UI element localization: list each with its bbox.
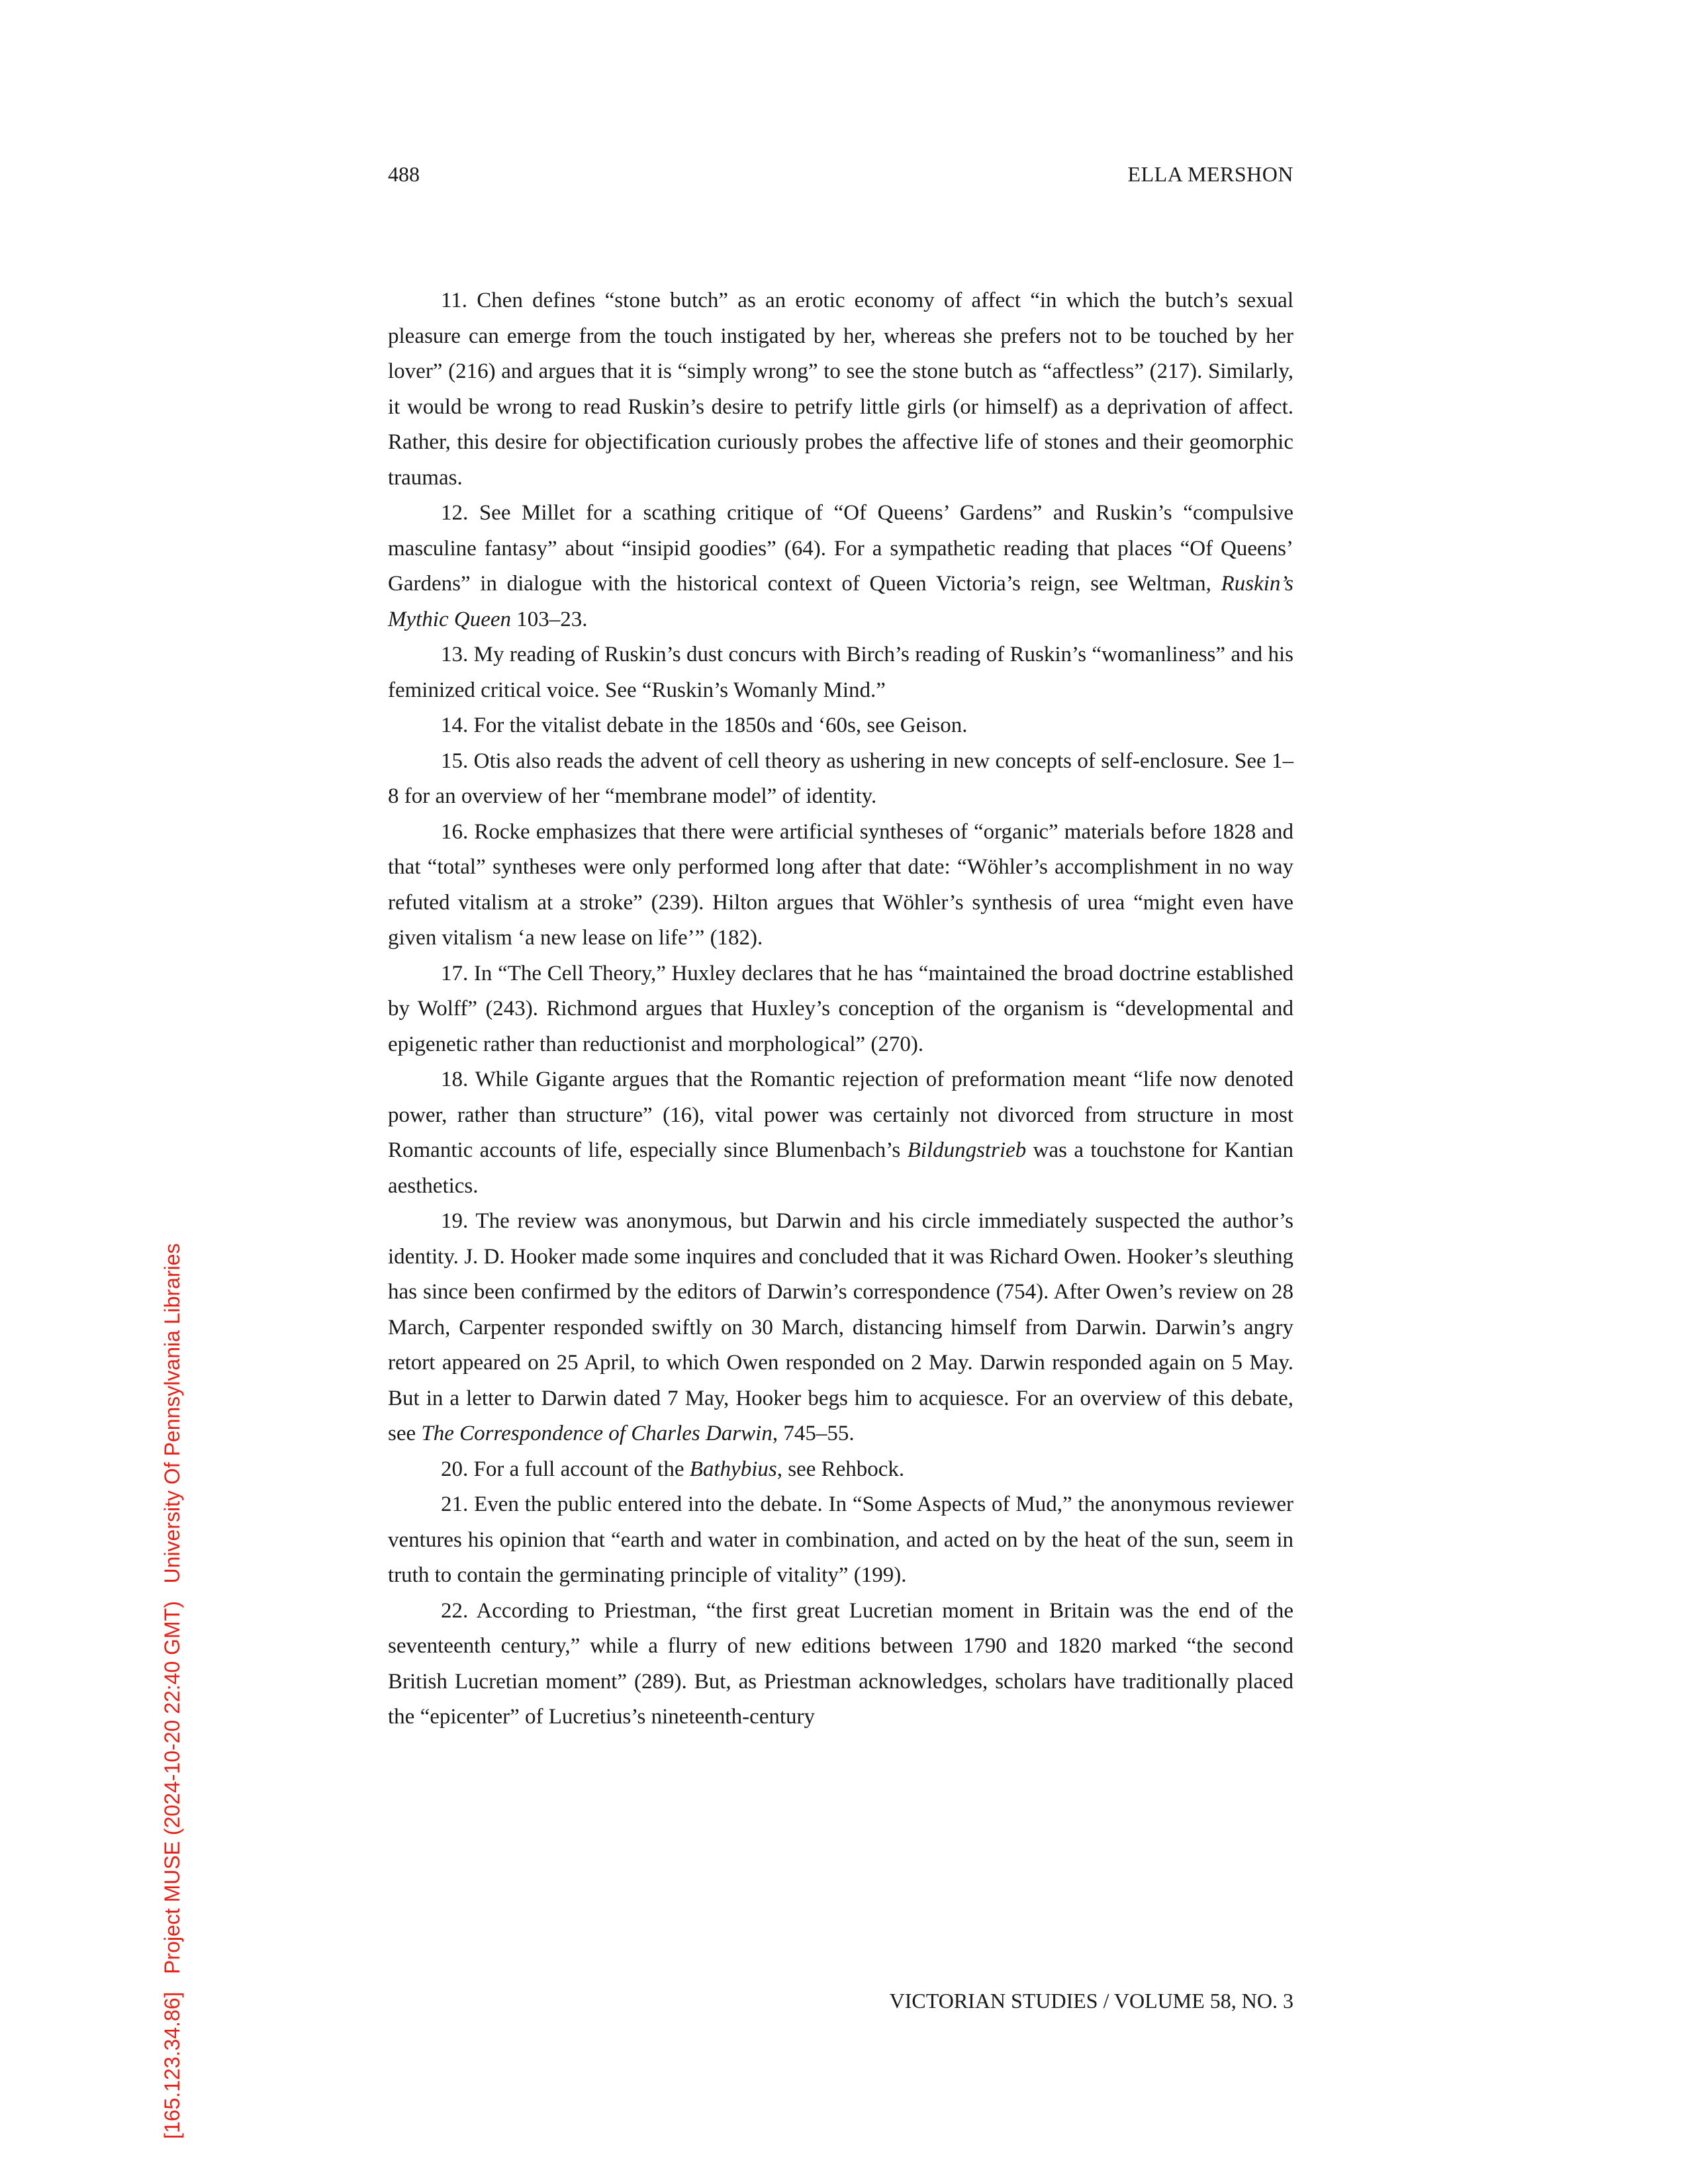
endnote-italic-title: Bildungstrieb [907, 1138, 1027, 1162]
endnote-text: 20. For a full account of the [441, 1457, 690, 1481]
endnote [388, 708, 1293, 744]
endnote-text: 13. My reading of Ruskin’s dust concurs with Birch’s reading of Ruskin’s “womanliness” and his feminized critical voice. See “Ruskin’s Womanly Mind.” [388, 643, 1293, 702]
endnote-italic-title: Ruskin’s Mythic Queen [388, 572, 1293, 631]
endnote [388, 1594, 1293, 1735]
endnote-text: 11. Chen defines “stone butch” as an erotic economy of affect “in which the butch’s sexual pleasure can emerge from the touch instigated by her, whereas she prefers not to be touched by her lover” (216) and argues that it is “simply wrong” to see the stone butch as “affectless” (217). Similarly, it would be wrong to read Ruskin’s desire to petrify little girls (or himself) as a deprivation of affect. Rather, this desire for objectification curiously probes the affective life of stones and their geomorphic traumas. [388, 289, 1293, 490]
endnote [388, 956, 1293, 1063]
endnote-italic-title: Bathybius [689, 1457, 777, 1481]
endnote-italic-title: The Correspondence of Charles Darwin [421, 1422, 773, 1445]
endnote-text: 17. In “The Cell Theory,” Huxley declares that he has “maintained the broad doctrine established by Wolff” (243). Richmond argues that Huxley’s conception of the organism is “developmental and epigenetic rather than reductionist and morphological” (270). [388, 961, 1293, 1056]
endnote-text: 21. Even the public entered into the debate. In “Some Aspects of Mud,” the anonymous reviewer ventures his opinion that “earth and water in combination, and acted on by the heat of the sun, seem in truth to contain the germinating principle of vitality” (199). [388, 1492, 1293, 1587]
endnote-text: 22. According to Priestman, “the first great Lucretian moment in Britain was the end of the seventeenth century,” while a flurry of new editions between 1790 and 1820 marked “the second British Lucretian moment” (289). But, as Priestman acknowledges, scholars have traditionally placed the “epicenter” of Lucretius’s nineteenth-century [388, 1598, 1293, 1729]
endnote [388, 1487, 1293, 1594]
endnote [388, 744, 1293, 815]
endnote-text: , 745–55. [772, 1422, 855, 1445]
endnote-text: 15. Otis also reads the advent of cell theory as ushering in new concepts of self-enclosure. See 1–8 for an overview of her “membrane model” of identity. [388, 749, 1293, 808]
endnote [388, 283, 1293, 496]
running-author: ELLA MERSHON [1127, 162, 1293, 186]
endnote [388, 1062, 1293, 1204]
endnotes-body [388, 283, 1293, 1735]
endnote [388, 1452, 1293, 1488]
endnote [388, 637, 1293, 708]
endnote [388, 815, 1293, 956]
running-footer: VICTORIAN STUDIES / VOLUME 58, NO. 3 [889, 1989, 1293, 2013]
endnote-text: 16. Rocke emphasizes that there were artificial syntheses of “organic” materials before 1828 and that “total” syntheses were only performed long after that date: “Wöhler’s accomplishment in no way refuted vitalism at a stroke” (239). Hilton argues that Wöhler’s synthesis of urea “might even have given vitalism ‘a new lease on life’” (182). [388, 819, 1293, 950]
running-header [388, 158, 1293, 191]
endnote-text: 18. While Gigante argues that the Romantic rejection of preformation meant “life now denoted power, rather than structure” (16), vital power was certainly not divorced from structure in most Romantic accounts of life, especially since Blumenbach’s [388, 1068, 1293, 1162]
endnote [388, 496, 1293, 637]
endnote-text: 14. For the vitalist debate in the 1850s and ‘60s, see Geison. [441, 713, 968, 737]
access-watermark: [165.123.34.86] Project MUSE (2024-10-20 22:40 GMT) University Of Pennsylvania Libraries [160, 1243, 184, 2139]
endnote-text: 103–23. [511, 607, 588, 631]
endnote-text: , see Rehbock. [776, 1457, 905, 1481]
page-number: 488 [388, 162, 420, 186]
endnote-text: was a touchstone for Kantian aesthetics. [388, 1138, 1293, 1198]
endnote-text: 19. The review was anonymous, but Darwin and his circle immediately suspected the author’s identity. J. D. Hooker made some inquires and concluded that it was Richard Owen. Hooker’s sleuthing has since been confirmed by the editors of Darwin’s correspondence (754). After Owen’s review on 28 March, Carpenter responded swiftly on 30 March, distancing himself from Darwin. Darwin’s angry retort appeared on 25 April, to which Owen responded on 2 May. Darwin responded again on 5 May. But in a letter to Darwin dated 7 May, Hooker begs him to acquiesce. For an overview of this debate, see [388, 1209, 1293, 1445]
endnote [388, 1204, 1293, 1452]
endnote-text: 12. See Millet for a scathing critique of “Of Queens’ Gardens” and Ruskin’s “compulsive masculine fantasy” about “insipid goodies” (64). For a sympathetic reading that places “Of Queens’ Gardens” in dialogue with the historical context of Queen Victoria’s reign, see Weltman, [388, 501, 1293, 596]
